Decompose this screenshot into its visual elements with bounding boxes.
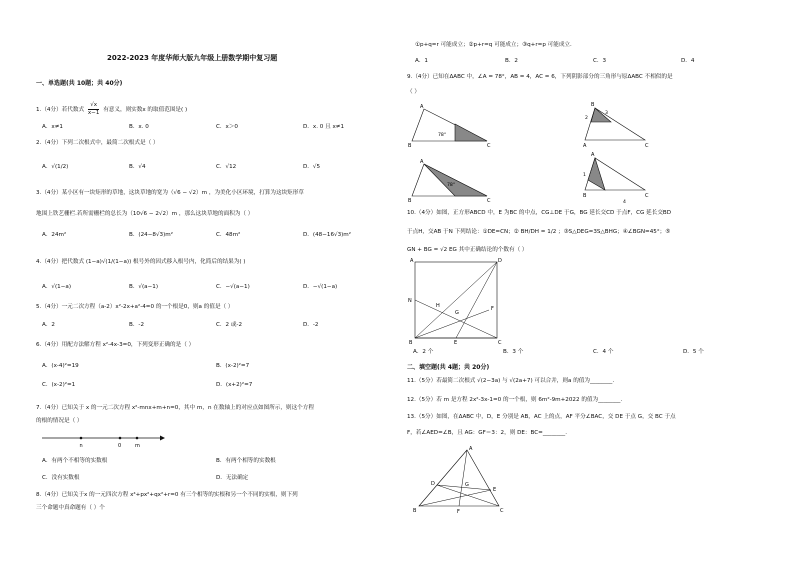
q9-figure-c[interactable] [407,158,497,204]
q5-option-b[interactable]: B．-2 [129,322,145,328]
q10-option-a[interactable]: A．2 个 [413,349,434,355]
q10-option-c[interactable]: C．4 个 [593,349,614,355]
svg-text:D: D [431,481,435,487]
q1-option-d[interactable]: D．x. 0 且 x≠1 [303,124,345,130]
point-m [136,437,139,440]
q9-figure-d[interactable] [583,150,653,206]
q4-option-d[interactable]: D．−√(1−a) [303,284,338,290]
svg-text:A: A [420,159,424,165]
q8-statements: ①p+q=r 可能成立；②p+r=q 可能成立；③q+r=p 可能成立． [415,42,576,48]
svg-text:A: A [410,258,414,264]
q8-line2: 三个命题中真命题有（ ）个 [36,505,105,511]
number-line [40,432,170,452]
q7-line2: 的根的情况是（ ） [36,418,83,424]
q3-line1: 3.（4分）某小区有一块矩形的草地，这块草地的宽为（√6 − √2）m ，为美化小区环境，打算为这块矩形草 [36,190,304,196]
svg-text:B: B [409,340,413,344]
svg-text:C: C [487,198,491,204]
q2-option-b[interactable]: B．√4 [129,164,146,170]
svg-text:A: A [583,143,587,149]
q8-option-b[interactable]: B．2 [505,58,518,64]
q3-option-d[interactable]: D．(48−16√3)m² [303,232,352,238]
q5-option-a[interactable]: A．2 [42,322,55,328]
svg-text:C: C [500,508,504,514]
q10-line3: GN + BG = √2 EG 其中正确结论的个数有（ ） [407,247,528,253]
q4-option-b[interactable]: B．√(a−1) [129,284,159,290]
q4-option-a[interactable]: A．√(1−a) [42,284,72,290]
svg-text:F: F [491,306,494,312]
svg-text:B: B [591,102,595,108]
q10-line2: 于点H，交AB 于N 下列结论：①DE=CN；② BH/DH = 1/2 ；③S△DEG=3S△BHG；④∠BGN=45°；⑤ [407,229,671,235]
q13-line2: F，若∠AED=∠B，且 AG：GF＝3：2，则 DE：BC=________. [407,430,567,436]
shaded-triangle [424,164,487,196]
q5-option-d[interactable]: D．-2 [303,322,319,328]
page-title: 2022-2023 年度华师大版九年级上册数学期中复习题 [107,54,278,62]
q11-text: 11.（5分）若最简二次根式 √(2−3a) 与 √(2a+7) 可以合并，则a 的值为________. [407,378,615,384]
q7-option-c[interactable]: C．没有实数根 [42,475,80,481]
svg-text:A: A [591,152,595,158]
q5-option-c[interactable]: C．2 或-2 [216,322,243,328]
shaded-triangle [591,108,611,122]
svg-text:3: 3 [605,111,608,116]
svg-text:A: A [420,104,424,110]
svg-text:C: C [645,193,649,199]
q6-option-c[interactable]: C．(x-2)²=1 [42,382,76,388]
q8-line1: 8.（4分）已知关于x 的一元四次方程 x⁴+px²+qx²+r=0 有三个相等的实根和另一个不同的实根，则下列 [36,492,298,498]
q10-line1: 10.（4分）如图，正方形ABCD 中，E 为BC 的中点，CG⊥DE 于G，BG 延长交CD 于点F，CG 延长交BD [407,210,672,216]
svg-text:C: C [645,143,649,149]
q1-option-b[interactable]: B．x. 0 [129,124,149,130]
q9-figure-b[interactable] [583,100,653,150]
q10-square-figure [407,258,507,344]
svg-text:78°: 78° [447,183,456,188]
point-0 [119,437,122,440]
svg-text:78°: 78° [438,133,447,138]
svg-text:A: A [469,446,473,452]
q2-option-c[interactable]: C．√12 [216,164,237,170]
q3-option-c[interactable]: C．48m² [216,232,241,238]
q7-option-d[interactable]: D．无法确定 [216,475,249,481]
shaded-triangle [455,124,487,141]
section-fill-in: 二、填空题(共 4题；共 20分) [407,364,490,371]
q8-option-a[interactable]: A．1 [415,58,428,64]
q9-line2: （ ） [407,89,420,95]
q3-option-b[interactable]: B．(24−8√3)m² [129,232,173,238]
q3-line2: 地围上铁艺栅栏.若所需栅栏的总长为（10√6 − 2√2）m ，那么这块草地的面积为（ ） [36,211,254,217]
section-single-choice: 一、单选题(共 10题；共 40分) [36,80,123,87]
q9-line1: 9.（4分）已知在ΔABC 中，∠A = 78°，AB = 4，AC = 6，下列阴影部分的三角形与原ΔABC 不相似的是 [407,74,673,80]
q6-option-b[interactable]: B．(x-2)²=7 [216,363,250,369]
q7-option-b[interactable]: B．有两个相等的实数根 [216,458,276,464]
svg-text:E: E [493,487,497,493]
q1-fraction: $\frac{√x}{x-1}$ [87,102,100,116]
svg-text:D: D [498,258,502,264]
svg-text:E: E [454,340,458,344]
svg-text:H: H [436,303,440,309]
q2-option-d[interactable]: D．√5 [303,164,321,170]
q7-line1: 7.（4分）已知关于 x 的一元二次方程 x²-mnx+m+n=0，其中 m，n 在数轴上的对应点如图所示，则这个方程 [36,405,314,411]
q4-stem: 4.（4分）把代数式 (1−a)√(1/(1−a)) 根号外的因式移入根号内，化简后的结果为( ) [36,259,246,265]
label-n: n [79,443,83,449]
q6-option-d[interactable]: D．(x+2)²=7 [216,382,253,388]
label-m: m [135,443,140,449]
q7-option-a[interactable]: A．有两个不相等的实数根 [42,458,108,464]
q9-figure-a[interactable] [407,103,497,149]
q2-option-a[interactable]: A．√(1/2) [42,164,69,170]
q3-option-a[interactable]: A．24m² [42,232,67,238]
svg-text:F: F [457,509,460,515]
q2-stem: 2.（4分）下列二次根式中，最简二次根式是（ ） [36,140,159,146]
q1-stem: 1.（4分）若代数式 $\frac{√x}{x-1}$ 有意义，则实数x 的取值范围是( ) [36,102,188,116]
svg-text:B: B [408,143,412,149]
q13-line1: 13.（5分）如图，在ΔABC 中，D，E 分别是 AB，AC 上的点，AF 平分∠BAC，交 DE 于点 G，交 BC 于点 [407,414,676,420]
svg-text:N: N [408,298,412,304]
q10-option-b[interactable]: B．3 个 [503,349,524,355]
svg-text:2: 2 [585,116,588,121]
q1-option-c[interactable]: C．x＞0 [216,124,238,130]
q1-option-a[interactable]: A．x≠1 [42,124,63,130]
svg-text:B: B [413,508,417,514]
number-line-arrow [160,436,165,441]
q5-stem: 5.（4分）一元二次方程（a-2）x²-2x+a²-4=0 的一个根是0，则a 的值是（ ） [36,304,234,310]
point-n [80,437,83,440]
q4-option-c[interactable]: C．−√(a−1) [216,284,250,290]
q10-option-d[interactable]: D．5 个 [683,349,704,355]
svg-text:C: C [487,143,491,149]
q13-triangle-figure [411,444,511,516]
q12-text: 12.（5分）若 m 是方程 2x²-3x-1=0 的一个根，则 6m²-9m+2022 的值为________. [407,397,623,403]
svg-text:4: 4 [623,200,626,205]
svg-text:B: B [408,198,412,204]
svg-text:B: B [583,193,587,199]
q6-option-a[interactable]: A．(x-4)²=19 [42,363,79,369]
svg-text:1: 1 [583,173,586,178]
svg-text:G: G [465,482,469,488]
svg-text:C: C [498,340,502,344]
q8-option-d[interactable]: D．4 [681,58,695,64]
q6-stem: 6.（4分）用配方法解方程 x²-4x-3=0，下列变形正确的是（ ） [36,342,195,348]
label-0: 0 [118,443,122,449]
svg-text:G: G [455,310,459,316]
q8-option-c[interactable]: C．3 [593,58,607,64]
